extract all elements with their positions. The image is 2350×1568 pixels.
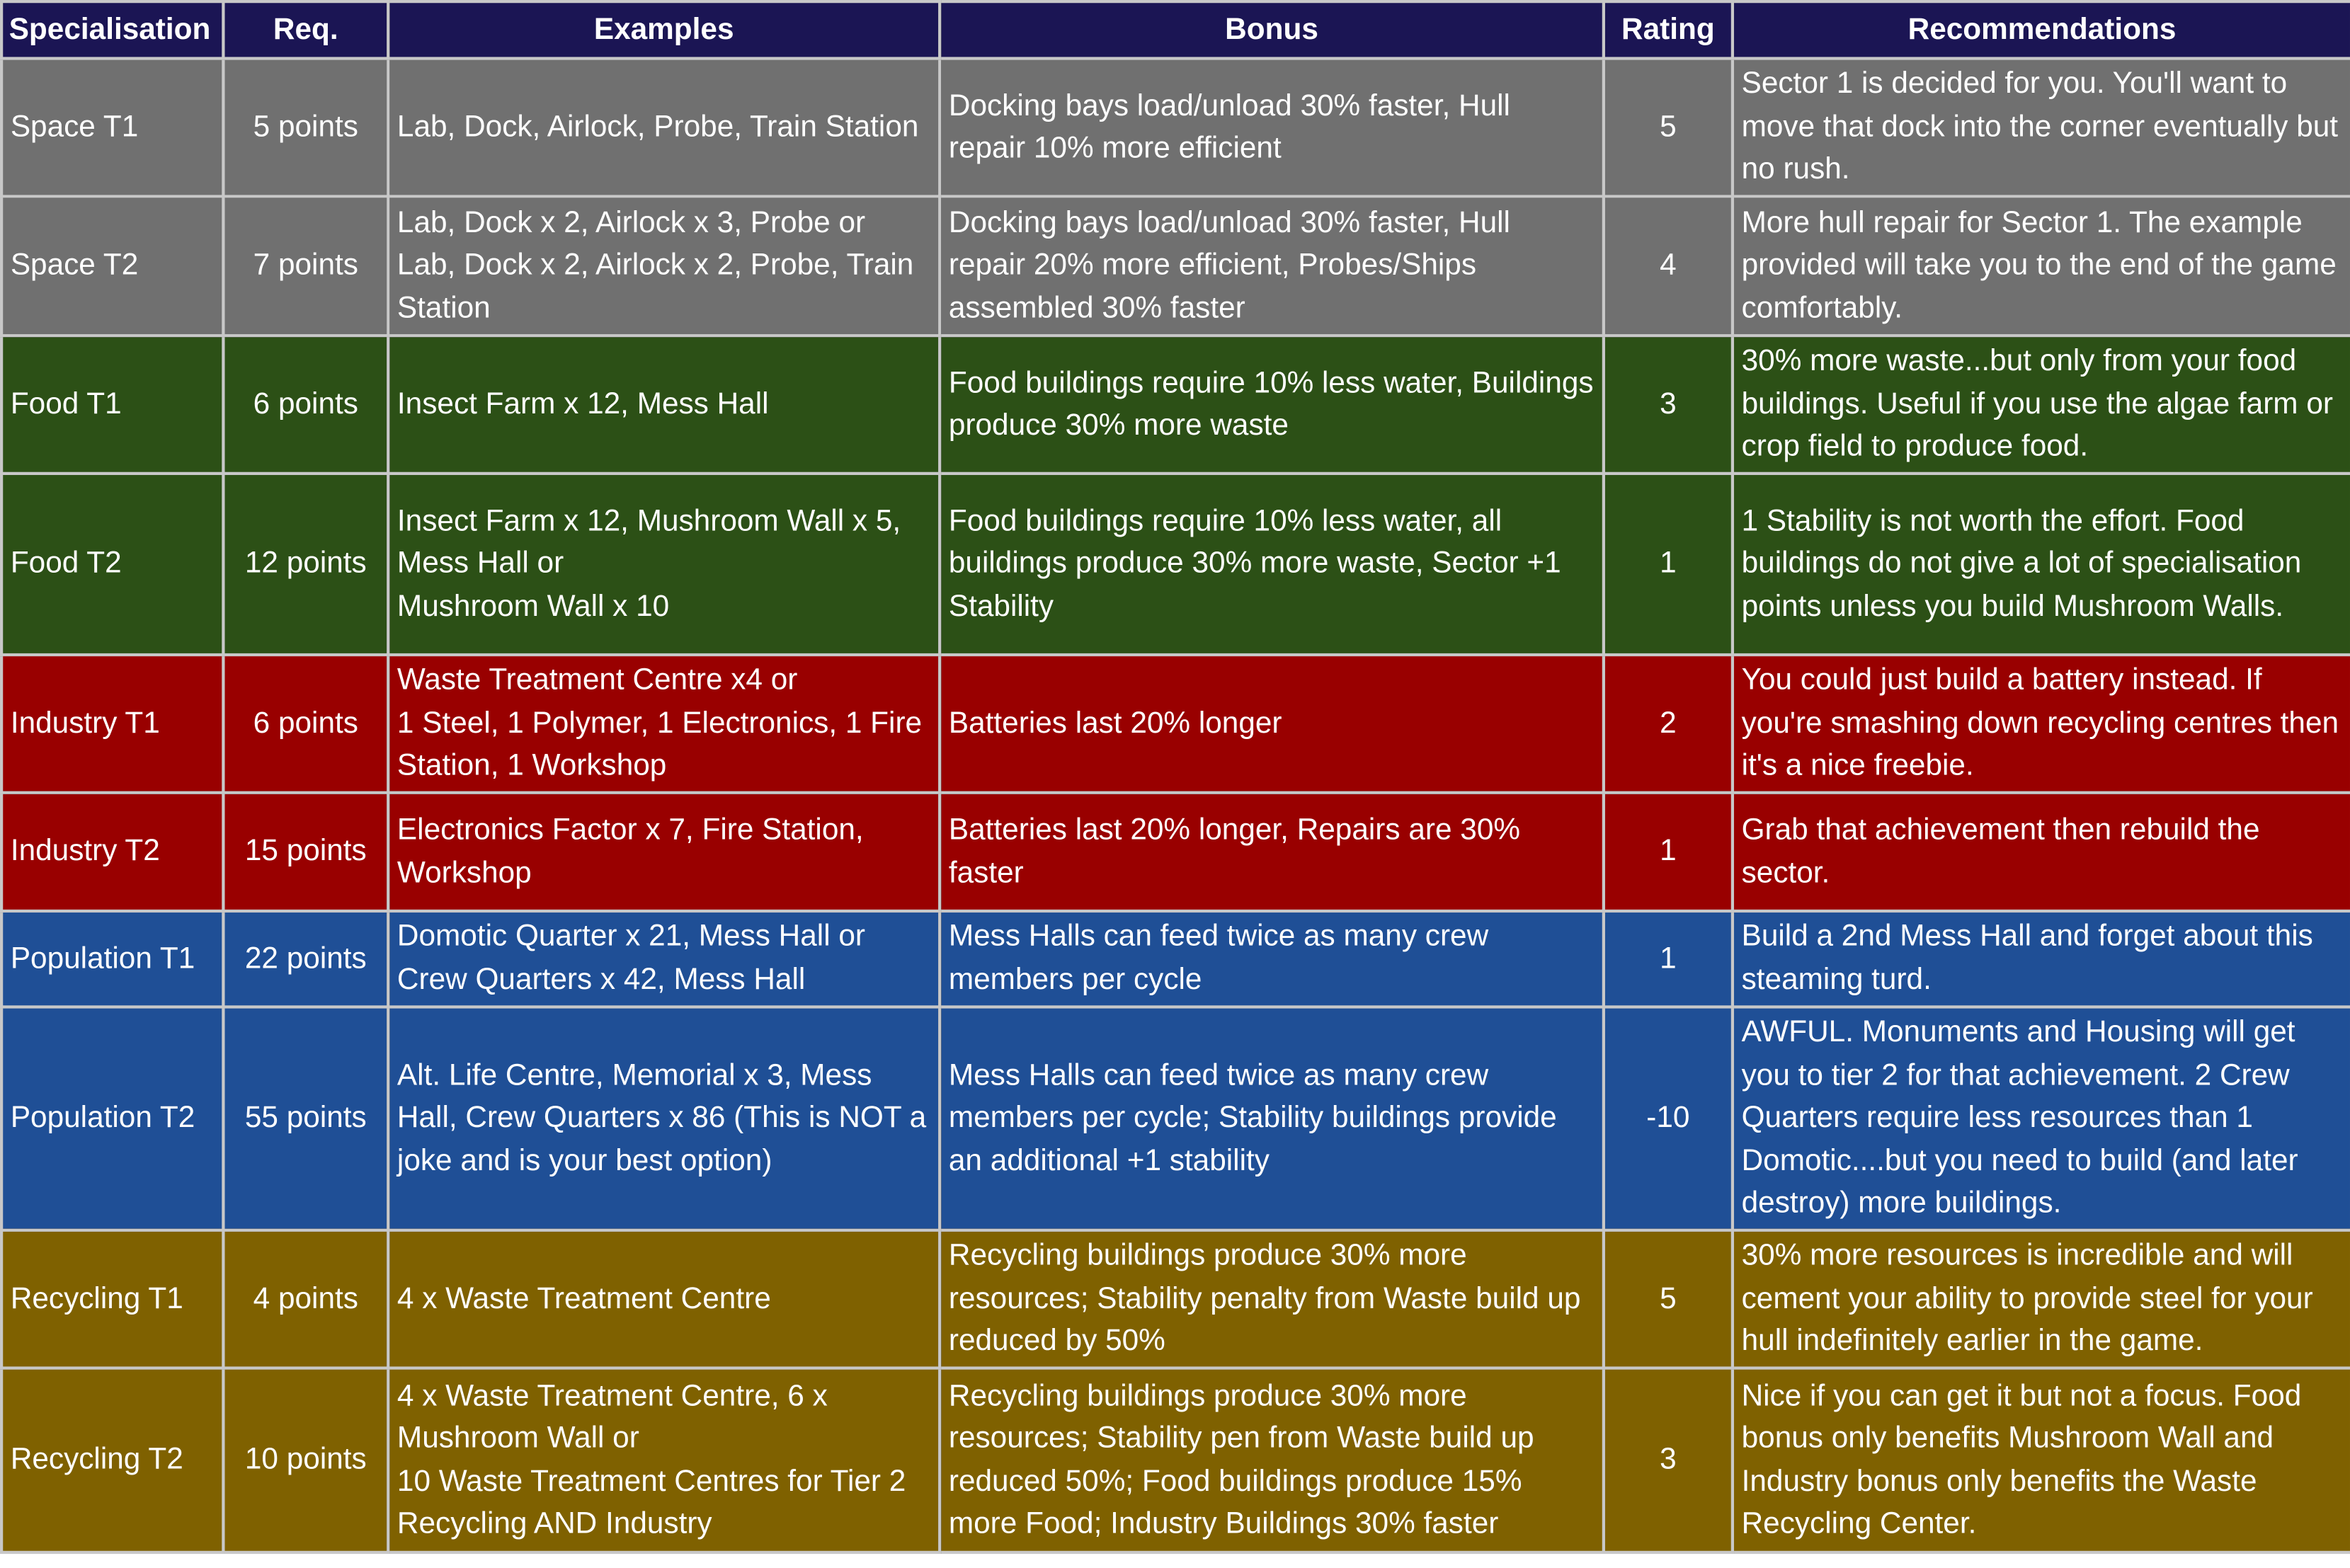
- recommendations-cell: Nice if you can get it but not a focus. Food bonus only benefits Mushroom Wall and Industry bonus only benefits the Waste Recycling Center.: [1733, 1368, 2350, 1552]
- specialisation-cell: Industry T2: [1, 794, 223, 911]
- bonus-cell: Food buildings require 10% less water, all buildings produce 30% more waste, Sector +1 Stability: [940, 474, 1604, 655]
- specialisation-cell: Food T2: [1, 474, 223, 655]
- recommendations-cell: Sector 1 is decided for you. You'll want to move that dock into the corner eventually but no rush.: [1733, 59, 2350, 198]
- examples-cell: Insect Farm x 12, Mess Hall: [388, 336, 940, 474]
- bonus-cell: Food buildings require 10% less water, Buildings produce 30% more waste: [940, 336, 1604, 474]
- recommendations-cell: Grab that achievement then rebuild the sector.: [1733, 794, 2350, 911]
- rating-cell: 4: [1604, 197, 1733, 336]
- table-row: [1, 336, 2350, 474]
- req-cell: 4 points: [223, 1230, 388, 1368]
- header-req: Req.: [223, 1, 388, 58]
- req-cell: 7 points: [223, 197, 388, 336]
- rating-cell: 3: [1604, 1368, 1733, 1552]
- specialisation-cell: Recycling T2: [1, 1368, 223, 1552]
- header-specialisation: Specialisation: [1, 1, 223, 58]
- rating-cell: 1: [1604, 911, 1733, 1007]
- header-bonus: Bonus: [940, 1, 1604, 58]
- recommendations-cell: AWFUL. Monuments and Housing will get you to tier 2 for that achievement. 2 Crew Quarters require less resources than 1 Domotic....but you need to build (and later destroy) more buildings.: [1733, 1007, 2350, 1230]
- header-row: [1, 1, 2350, 58]
- examples-cell: Lab, Dock x 2, Airlock x 3, Probe or Lab, Dock x 2, Airlock x 2, Probe, Train Station: [388, 197, 940, 336]
- recommendations-cell: More hull repair for Sector 1. The example provided will take you to the end of the game comfortably.: [1733, 197, 2350, 336]
- rating-cell: 5: [1604, 1230, 1733, 1368]
- specialisation-cell: Population T2: [1, 1007, 223, 1230]
- table-row: [1, 1007, 2350, 1230]
- rating-cell: -10: [1604, 1007, 1733, 1230]
- req-cell: 6 points: [223, 655, 388, 794]
- examples-cell: Lab, Dock, Airlock, Probe, Train Station: [388, 59, 940, 198]
- bonus-cell: Batteries last 20% longer: [940, 655, 1604, 794]
- rating-cell: 1: [1604, 794, 1733, 911]
- req-cell: 55 points: [223, 1007, 388, 1230]
- req-cell: 15 points: [223, 794, 388, 911]
- bonus-cell: Mess Halls can feed twice as many crew members per cycle: [940, 911, 1604, 1007]
- header-recommendations: Recommendations: [1733, 1, 2350, 58]
- bonus-cell: Docking bays load/unload 30% faster, Hull repair 10% more efficient: [940, 59, 1604, 198]
- examples-cell: 4 x Waste Treatment Centre: [388, 1230, 940, 1368]
- bonus-cell: Mess Halls can feed twice as many crew members per cycle; Stability buildings provide an additional +1 stability: [940, 1007, 1604, 1230]
- bonus-cell: Batteries last 20% longer, Repairs are 30% faster: [940, 794, 1604, 911]
- table-row: [1, 1368, 2350, 1552]
- table-row: [1, 197, 2350, 336]
- rating-cell: 3: [1604, 336, 1733, 474]
- specialisation-cell: Space T2: [1, 197, 223, 336]
- recommendations-cell: 1 Stability is not worth the effort. Food buildings do not give a lot of specialisation points unless you build Mushroom Walls.: [1733, 474, 2350, 655]
- req-cell: 6 points: [223, 336, 388, 474]
- specialisation-cell: Food T1: [1, 336, 223, 474]
- examples-cell: Insect Farm x 12, Mushroom Wall x 5, Mess Hall or Mushroom Wall x 10: [388, 474, 940, 655]
- examples-cell: Electronics Factor x 7, Fire Station, Workshop: [388, 794, 940, 911]
- bonus-cell: Docking bays load/unload 30% faster, Hull repair 20% more efficient, Probes/Ships assembled 30% faster: [940, 197, 1604, 336]
- specialisation-cell: Space T1: [1, 59, 223, 198]
- recommendations-cell: 30% more waste...but only from your food buildings. Useful if you use the algae farm or crop field to produce food.: [1733, 336, 2350, 474]
- req-cell: 10 points: [223, 1368, 388, 1552]
- recommendations-cell: 30% more resources is incredible and will cement your ability to provide steel for your hull indefinitely earlier in the game.: [1733, 1230, 2350, 1368]
- bonus-cell: Recycling buildings produce 30% more resources; Stability pen from Waste build up reduced 50%; Food buildings produce 15% more Food; Industry Buildings 30% faster: [940, 1368, 1604, 1552]
- examples-cell: 4 x Waste Treatment Centre, 6 x Mushroom Wall or 10 Waste Treatment Centres for Tier 2 Recycling AND Industry: [388, 1368, 940, 1552]
- recommendations-cell: Build a 2nd Mess Hall and forget about this steaming turd.: [1733, 911, 2350, 1007]
- header-examples: Examples: [388, 1, 940, 58]
- recommendations-cell: You could just build a battery instead. If you're smashing down recycling centres then it's a nice freebie.: [1733, 655, 2350, 794]
- examples-cell: Waste Treatment Centre x4 or 1 Steel, 1 Polymer, 1 Electronics, 1 Fire Station, 1 Workshop: [388, 655, 940, 794]
- table-row: [1, 59, 2350, 198]
- specialisation-cell: Recycling T1: [1, 1230, 223, 1368]
- table-row: [1, 1230, 2350, 1368]
- table-row: [1, 794, 2350, 911]
- rating-cell: 5: [1604, 59, 1733, 198]
- table-row: [1, 655, 2350, 794]
- req-cell: 5 points: [223, 59, 388, 198]
- bonus-cell: Recycling buildings produce 30% more resources; Stability penalty from Waste build up reduced by 50%: [940, 1230, 1604, 1368]
- req-cell: 12 points: [223, 474, 388, 655]
- req-cell: 22 points: [223, 911, 388, 1007]
- header-rating: Rating: [1604, 1, 1733, 58]
- specialisation-cell: Industry T1: [1, 655, 223, 794]
- table-row: [1, 911, 2350, 1007]
- specialisation-cell: Population T1: [1, 911, 223, 1007]
- table-row: [1, 474, 2350, 655]
- rating-cell: 1: [1604, 474, 1733, 655]
- examples-cell: Domotic Quarter x 21, Mess Hall or Crew Quarters x 42, Mess Hall: [388, 911, 940, 1007]
- examples-cell: Alt. Life Centre, Memorial x 3, Mess Hall, Crew Quarters x 86 (This is NOT a joke and is your best option): [388, 1007, 940, 1230]
- rating-cell: 2: [1604, 655, 1733, 794]
